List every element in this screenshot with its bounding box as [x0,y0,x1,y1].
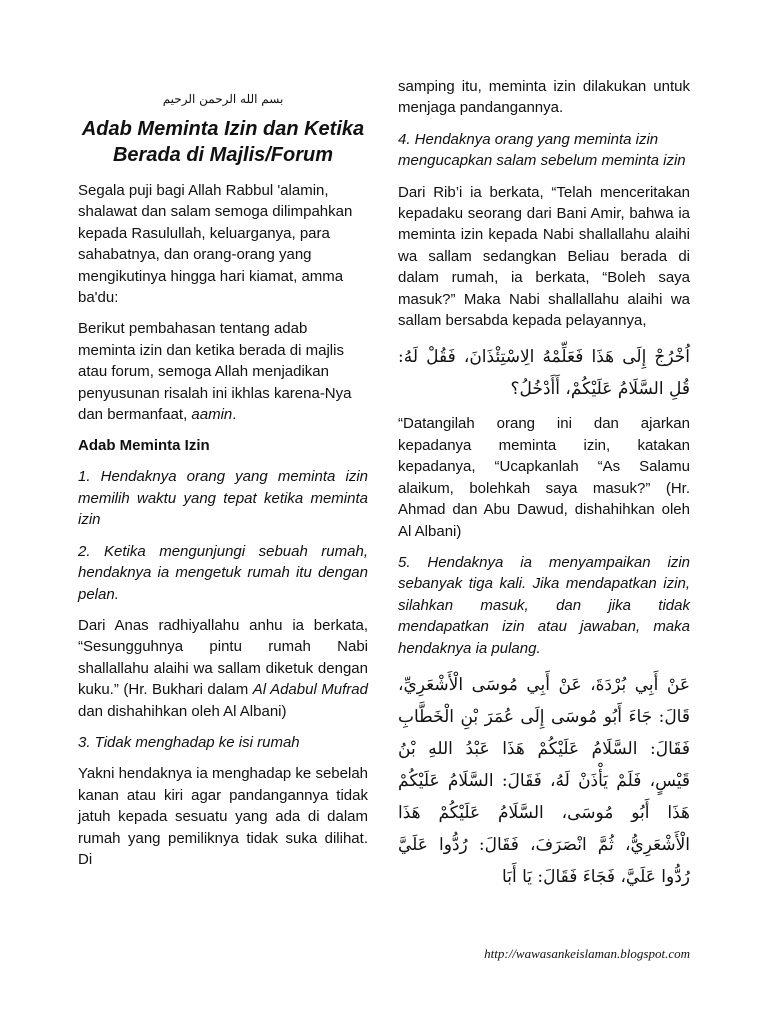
purpose-text: Berikut pembahasan tentang adab meminta izin dan ketika berada di majlis atau forum, semoga Allah menjadikan penyusunan risalah ini ikhlas karena-Nya dan bermanfaat, [78,320,352,424]
arabic-hadith-2: عَنْ أَبِي بُرْدَةَ، عَنْ أَبِي مُوسَى الْأَشْعَرِيِّ، قَالَ: جَاءَ أَبُو مُوسَى إِلَى عُمَرَ بْنِ الْخَطَّابِ فَقَالَ: السَّلَامُ عَلَيْكُمْ هَذَا عَبْدُ اللهِ بْنُ قَيْسٍ، فَلَمْ يَأْذَنْ لَهُ، فَقَالَ: السَّلَامُ عَلَيْكُمْ هَذَا أَبُو مُوسَى، السَّلَامُ عَلَيْكُمْ هَذَا الْأَشْعَرِيُّ، ثُمَّ انْصَرَفَ، فَقَالَ: رُدُّوا عَلَيَّ رُدُّوا عَلَيَّ، فَجَاءَ فَقَالَ: يَا أَبَا [398,674,690,887]
section-heading: Adab Meminta Izin [78,437,210,455]
document-title: Adab Meminta Izin dan Ketika Berada di Majlis/Forum [81,118,365,166]
point-3-text: Yakni hendaknya ia menghadap ke sebelah kanan atau kiri agar pandangannya tidak jatuh kepada sesuatu yang ada di dalam rumah yang pemiliknya tidak suka dilihat. Di [78,765,368,868]
point-2: 2. Ketika mengunjungi sebuah rumah, hendaknya ia mengetuk rumah itu dengan pelan. [78,542,368,603]
anas-text: Dari Anas radhiyallahu anhu ia berkata, “Sesungguhnya pintu rumah Nabi shallallahu alaihi wa sallam diketuk dengan kuku.” (Hr. Bukhari dalam [78,616,368,699]
basmalah: بسم الله الرحمن الرحيم [162,92,284,106]
anas-book: Al Adabul Mufrad [252,681,368,699]
anas-paragraph [78,615,368,722]
intro-paragraph: Segala puji bagi Allah Rabbul 'alamin, shalawat dan salam semoga dilimpahkan kepada Rasulullah, keluarganya, para sahabatnya, dan orang-orang yang mengikutinya hingga hari kiamat, amma ba'du: [78,182,353,307]
point-5: 5. Hendaknya ia menyampaikan izin sebanyak tiga kali. Jika mendapatkan izin, silahkan masuk, dan jika tidak mendapatkan izin atau jawaban, maka hendaknya ia pulang. [398,553,690,657]
anas-end: dan dishahihkan oleh Al Albani) [78,702,287,720]
ribi-paragraph: Dari Rib’i ia berkata, “Telah menceritakan kepadaku seorang dari Bani Amir, bahwa ia meminta izin kepada Nabi shallallahu alaihi wa sallam sedangkan Beliau berada di dalam rumah, ia berkata, “Boleh saya masuk?” Maka Nabi shallallahu alaihi wa sallam bersabda kepada pelayannya, [398,183,690,330]
left-column [78,78,368,880]
arabic-hadith-1: اُخْرُجْ إِلَى هَذَا فَعَلِّمْهُ الِاسْتِئْذَانَ، فَقُلْ لَهُ: قُلِ السَّلَامُ عَلَيْكُمْ، أَأَدْخُلُ؟ [398,347,690,400]
point-1: 1. Hendaknya orang yang meminta izin memilih waktu yang tepat ketika meminta izin [78,468,368,529]
aamin: aamin [191,406,233,424]
right-column [398,76,690,901]
continuation-paragraph: samping itu, meminta izin dilakukan untuk menjaga pandangannya. [398,78,690,117]
point-4: 4. Hendaknya orang yang meminta izin mengucapkan salam sebelum meminta izin [398,130,686,170]
purpose-paragraph [78,318,368,425]
blog-url[interactable]: http://wawasankeislaman.blogspot.com [484,946,690,961]
point-3: 3. Tidak menghadap ke isi rumah [78,733,300,751]
translation-paragraph: “Datangilah orang ini dan ajarkan kepadanya meminta izin, katakan kepadanya, “Ucapkanlah “As Salamu alaikum, bolehkah saya masuk?” (Hr. Ahmad dan Abu Dawud, dishahihkan oleh Al Albani) [398,415,690,540]
purpose-period: . [232,406,237,424]
